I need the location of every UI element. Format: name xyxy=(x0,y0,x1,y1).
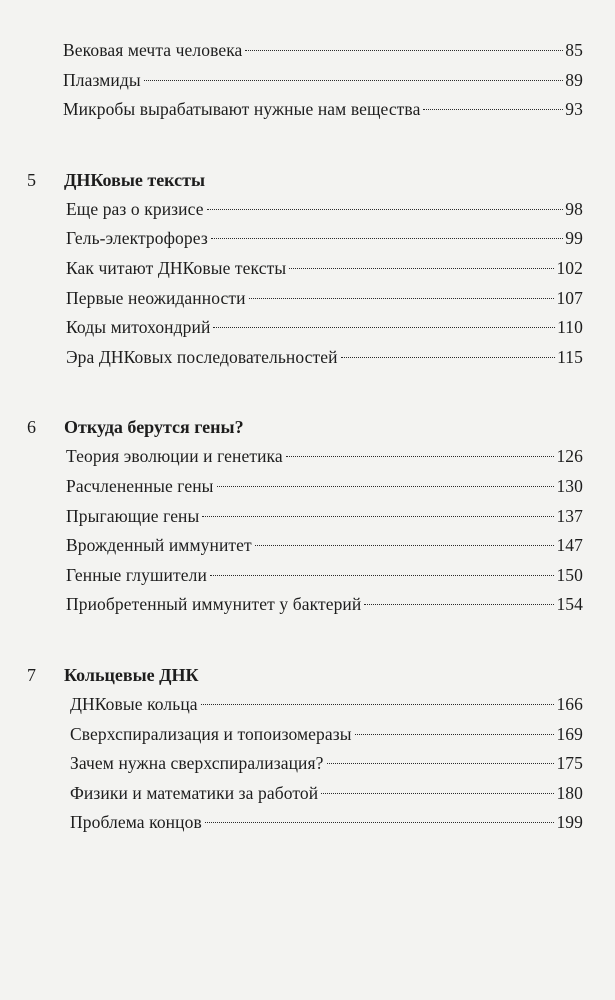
chapter-heading[interactable] xyxy=(0,165,615,195)
toc-entry[interactable] xyxy=(66,531,583,561)
dot-leader xyxy=(245,50,563,51)
entry-page-number: 137 xyxy=(556,505,583,526)
chapter-heading[interactable] xyxy=(0,660,615,690)
entry-title: Проблема концов xyxy=(70,812,202,833)
toc-entry[interactable] xyxy=(66,561,583,591)
entry-title: Генные глушители xyxy=(66,564,207,585)
toc-entry[interactable] xyxy=(70,779,583,809)
entry-page-number: 180 xyxy=(556,782,583,803)
chapter-6 xyxy=(0,412,615,620)
entry-title: Прыгающие гены xyxy=(66,505,200,526)
dot-leader xyxy=(286,456,555,457)
entry-page-number: 126 xyxy=(556,446,583,467)
dot-leader xyxy=(213,327,555,328)
entry-page-number: 99 xyxy=(565,228,583,249)
entry-page-number: 169 xyxy=(556,723,583,744)
chapter-entries xyxy=(0,442,615,620)
toc-entry[interactable] xyxy=(70,808,583,838)
entry-title: Эра ДНКовых последовательностей xyxy=(66,346,338,367)
toc-entry[interactable] xyxy=(63,66,583,96)
toc-entry[interactable] xyxy=(66,195,583,225)
entry-page-number: 89 xyxy=(565,69,583,90)
toc-entry[interactable] xyxy=(66,313,583,343)
dot-leader xyxy=(201,704,555,705)
chapter-entries xyxy=(0,690,615,838)
toc-entry[interactable] xyxy=(70,720,583,750)
dot-leader xyxy=(217,486,555,487)
entry-title: Вековая мечта человека xyxy=(63,40,243,60)
toc-entry[interactable] xyxy=(63,36,583,66)
chapter-heading[interactable] xyxy=(0,412,615,442)
entry-page-number: 175 xyxy=(556,753,583,774)
entry-title: ДНКовые кольца xyxy=(70,693,198,714)
dot-leader xyxy=(355,734,555,735)
entry-title: Приобретенный иммунитет у бактерий xyxy=(66,594,362,615)
dot-leader xyxy=(211,238,563,239)
dot-leader xyxy=(207,209,564,210)
dot-leader xyxy=(255,545,555,546)
chapter-title: Откуда берутся гены? xyxy=(64,417,244,438)
dot-leader xyxy=(205,822,555,823)
entry-page-number: 154 xyxy=(556,594,583,615)
dot-leader xyxy=(321,793,554,794)
dot-leader xyxy=(202,516,554,517)
entry-title: Плазмиды xyxy=(63,69,141,90)
dot-leader xyxy=(249,298,555,299)
entry-title: Первые неожиданности xyxy=(66,287,246,308)
toc-entry[interactable] xyxy=(66,502,583,532)
entry-page-number: 130 xyxy=(556,475,583,496)
chapter-number: 5 xyxy=(27,169,36,190)
entry-page-number: 115 xyxy=(557,346,583,367)
chapter-number: 6 xyxy=(27,417,36,438)
entry-title: Как читают ДНКовые тексты xyxy=(66,257,287,278)
entry-title: Коды митохондрий xyxy=(66,317,211,338)
toc-entry[interactable] xyxy=(66,442,583,472)
entry-page-number: 199 xyxy=(556,812,583,833)
dot-leader xyxy=(364,604,554,605)
dot-leader xyxy=(423,109,563,110)
entry-page-number: 102 xyxy=(556,257,583,278)
dot-leader xyxy=(327,763,555,764)
dot-leader xyxy=(341,357,555,358)
toc-entry[interactable] xyxy=(66,254,583,284)
chapter-title: Кольцевые ДНК xyxy=(64,664,199,685)
toc-continued-entries xyxy=(0,36,615,125)
entry-page-number: 107 xyxy=(556,287,583,308)
chapter-number: 7 xyxy=(27,664,36,685)
entry-title: Микробы вырабатывают нужные нам вещества xyxy=(63,99,421,120)
entry-title: Еще раз о кризисе xyxy=(66,198,204,219)
chapter-title: ДНКовые тексты xyxy=(64,169,205,190)
entry-title: Гель-электрофорез xyxy=(66,228,208,249)
dot-leader xyxy=(289,268,554,269)
entry-page-number: 93 xyxy=(565,99,583,120)
dot-leader xyxy=(144,80,564,81)
chapter-entries xyxy=(0,195,615,373)
entry-title: Физики и математики за работой xyxy=(70,782,319,803)
entry-page-number: 166 xyxy=(556,693,583,714)
entry-page-number: 98 xyxy=(565,198,583,219)
entry-title: Врожденный иммунитет xyxy=(66,535,252,556)
toc-entry[interactable] xyxy=(70,690,583,720)
toc-entry[interactable] xyxy=(66,224,583,254)
entry-title: Сверхспирализация и топоизомеразы xyxy=(70,723,352,744)
entry-page-number: 110 xyxy=(557,317,583,338)
toc-entry[interactable] xyxy=(66,343,583,373)
entry-title: Теория эволюции и генетика xyxy=(66,446,283,467)
toc-entry[interactable] xyxy=(66,472,583,502)
toc-entry[interactable] xyxy=(70,749,583,779)
entry-title: Зачем нужна сверхспирализация? xyxy=(70,753,324,774)
entry-page-number: 150 xyxy=(556,564,583,585)
dot-leader xyxy=(210,575,555,576)
entry-title: Расчлененные гены xyxy=(66,475,214,496)
entry-page-number: 85 xyxy=(565,40,583,60)
toc-entry[interactable] xyxy=(63,95,583,125)
toc-entry[interactable] xyxy=(66,284,583,314)
chapter-5 xyxy=(0,165,615,373)
toc-entry[interactable] xyxy=(66,590,583,620)
chapter-7 xyxy=(0,660,615,838)
entry-page-number: 147 xyxy=(556,535,583,556)
